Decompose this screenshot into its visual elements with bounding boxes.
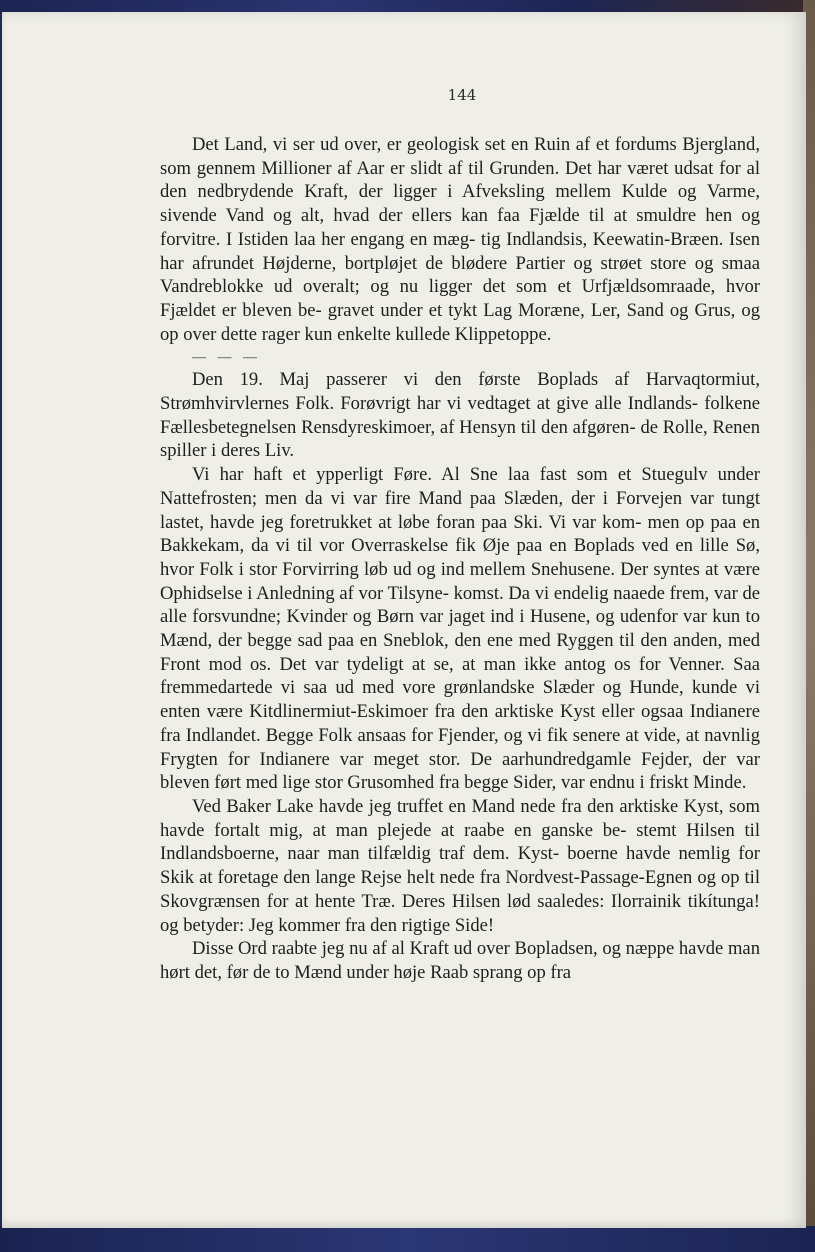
paragraph-5: Disse Ord raabte jeg nu af al Kraft ud over Bopladsen, og næppe havde man hørt det, før de to Mænd under høje Raab sprang op fra: [160, 938, 760, 983]
book-binding-bottom: [0, 1226, 815, 1252]
paragraph-2: Den 19. Maj passerer vi den første Boplads af Harvaqtormiut, Strømhvirvlernes Folk. Forøvrigt har vi vedtaget at give alle Indlands- folkene Fællesbetegnelsen Rensdyreskimoer, af Hensyn til den afgøren- de Rolle, Renen spiller i deres Liv.: [160, 369, 760, 462]
section-separator: — — —: [192, 350, 261, 366]
body-text: [160, 133, 760, 985]
paragraph-3: Vi har haft et ypperligt Føre. Al Sne laa fast som et Stuegulv under Nattefrosten; men da vi var fire Mand paa Slæden, der i Forvejen var tungt lastet, havde jeg foretrukket at løbe foran paa Ski. Vi var kom- men op paa en Bakkekam, da vi til vor Overraskelse fik Øje paa en Boplads ved en lille Sø, hvor Folk i stor Forvirring løb ud og ind mellem Snehusene. Der syntes at være Ophidselse i Anledning af vor Tilsyne- komst. Da vi endelig naaede frem, var de alle forsvundne; Kvinder og Børn var jaget ind i Husene, og udenfor var kun to Mænd, der begge sad paa en Sneblok, den ene med Ryggen til den anden, med Front mod os. Det var tydeligt at se, at man ikke antog os for Venner. Saa fremmedartede vi saa ud med vore grønlandske Slæder og Hunde, kunde vi enten være Kitdlinermiut-Eskimoer fra den arktiske Kyst eller ogsaa Indianere fra Indlandet. Begge Folk ansaas for Fjender, og vi fik senere at vide, at navnlig Frygten for Indianere var meget stor. De aarhundredgamle Fejder, der var bleven ført med lige stor Grusomhed fra begge Sider, var endnu i friskt Minde.: [160, 464, 760, 794]
page-paper: [2, 12, 806, 1228]
paragraph-4: Ved Baker Lake havde jeg truffet en Mand nede fra den arktiske Kyst, som havde fortalt mig, at man plejede at raabe en ganske be- stemt Hilsen til Indlandsboerne, naar man tilfældig traf dem. Kyst- boerne havde nemlig for Skik at foretage den lange Rejse helt nede fra Nordvest-Passage-Egnen og op til Skovgrænsen for at hente Træ. Deres Hilsen lød saaledes: Ilorrainik tikítunga! og betyder: Jeg kommer fra den rigtige Side!: [160, 795, 760, 936]
paragraph-1: Det Land, vi ser ud over, er geologisk set en Ruin af et fordums Bjergland, som gennem Millioner af Aar er slidt af til Grunden. Det har været udsat for al den nedbrydende Kraft, der ligger i Afveksling mellem Kulde og Varme, sivende Vand og alt, hvad der ellers kan faa Fjælde til at smuldre hen og forvitre. I Istiden laa her engang en mæg- tig Indlandsis, Keewatin-Bræen. Isen har afrundet Højderne, bortpløjet de blødere Partier og strøet store og smaa Vandreblokke ud overalt; og nu ligger det som et Urfjældsomraade, hvor Fjældet er bleven be- gravet under et tykt Lag Moræne, Ler, Sand og Grus, og op over dette rager kun enkelte kullede Klippetoppe.: [160, 134, 760, 345]
page-number: 144: [447, 86, 477, 104]
